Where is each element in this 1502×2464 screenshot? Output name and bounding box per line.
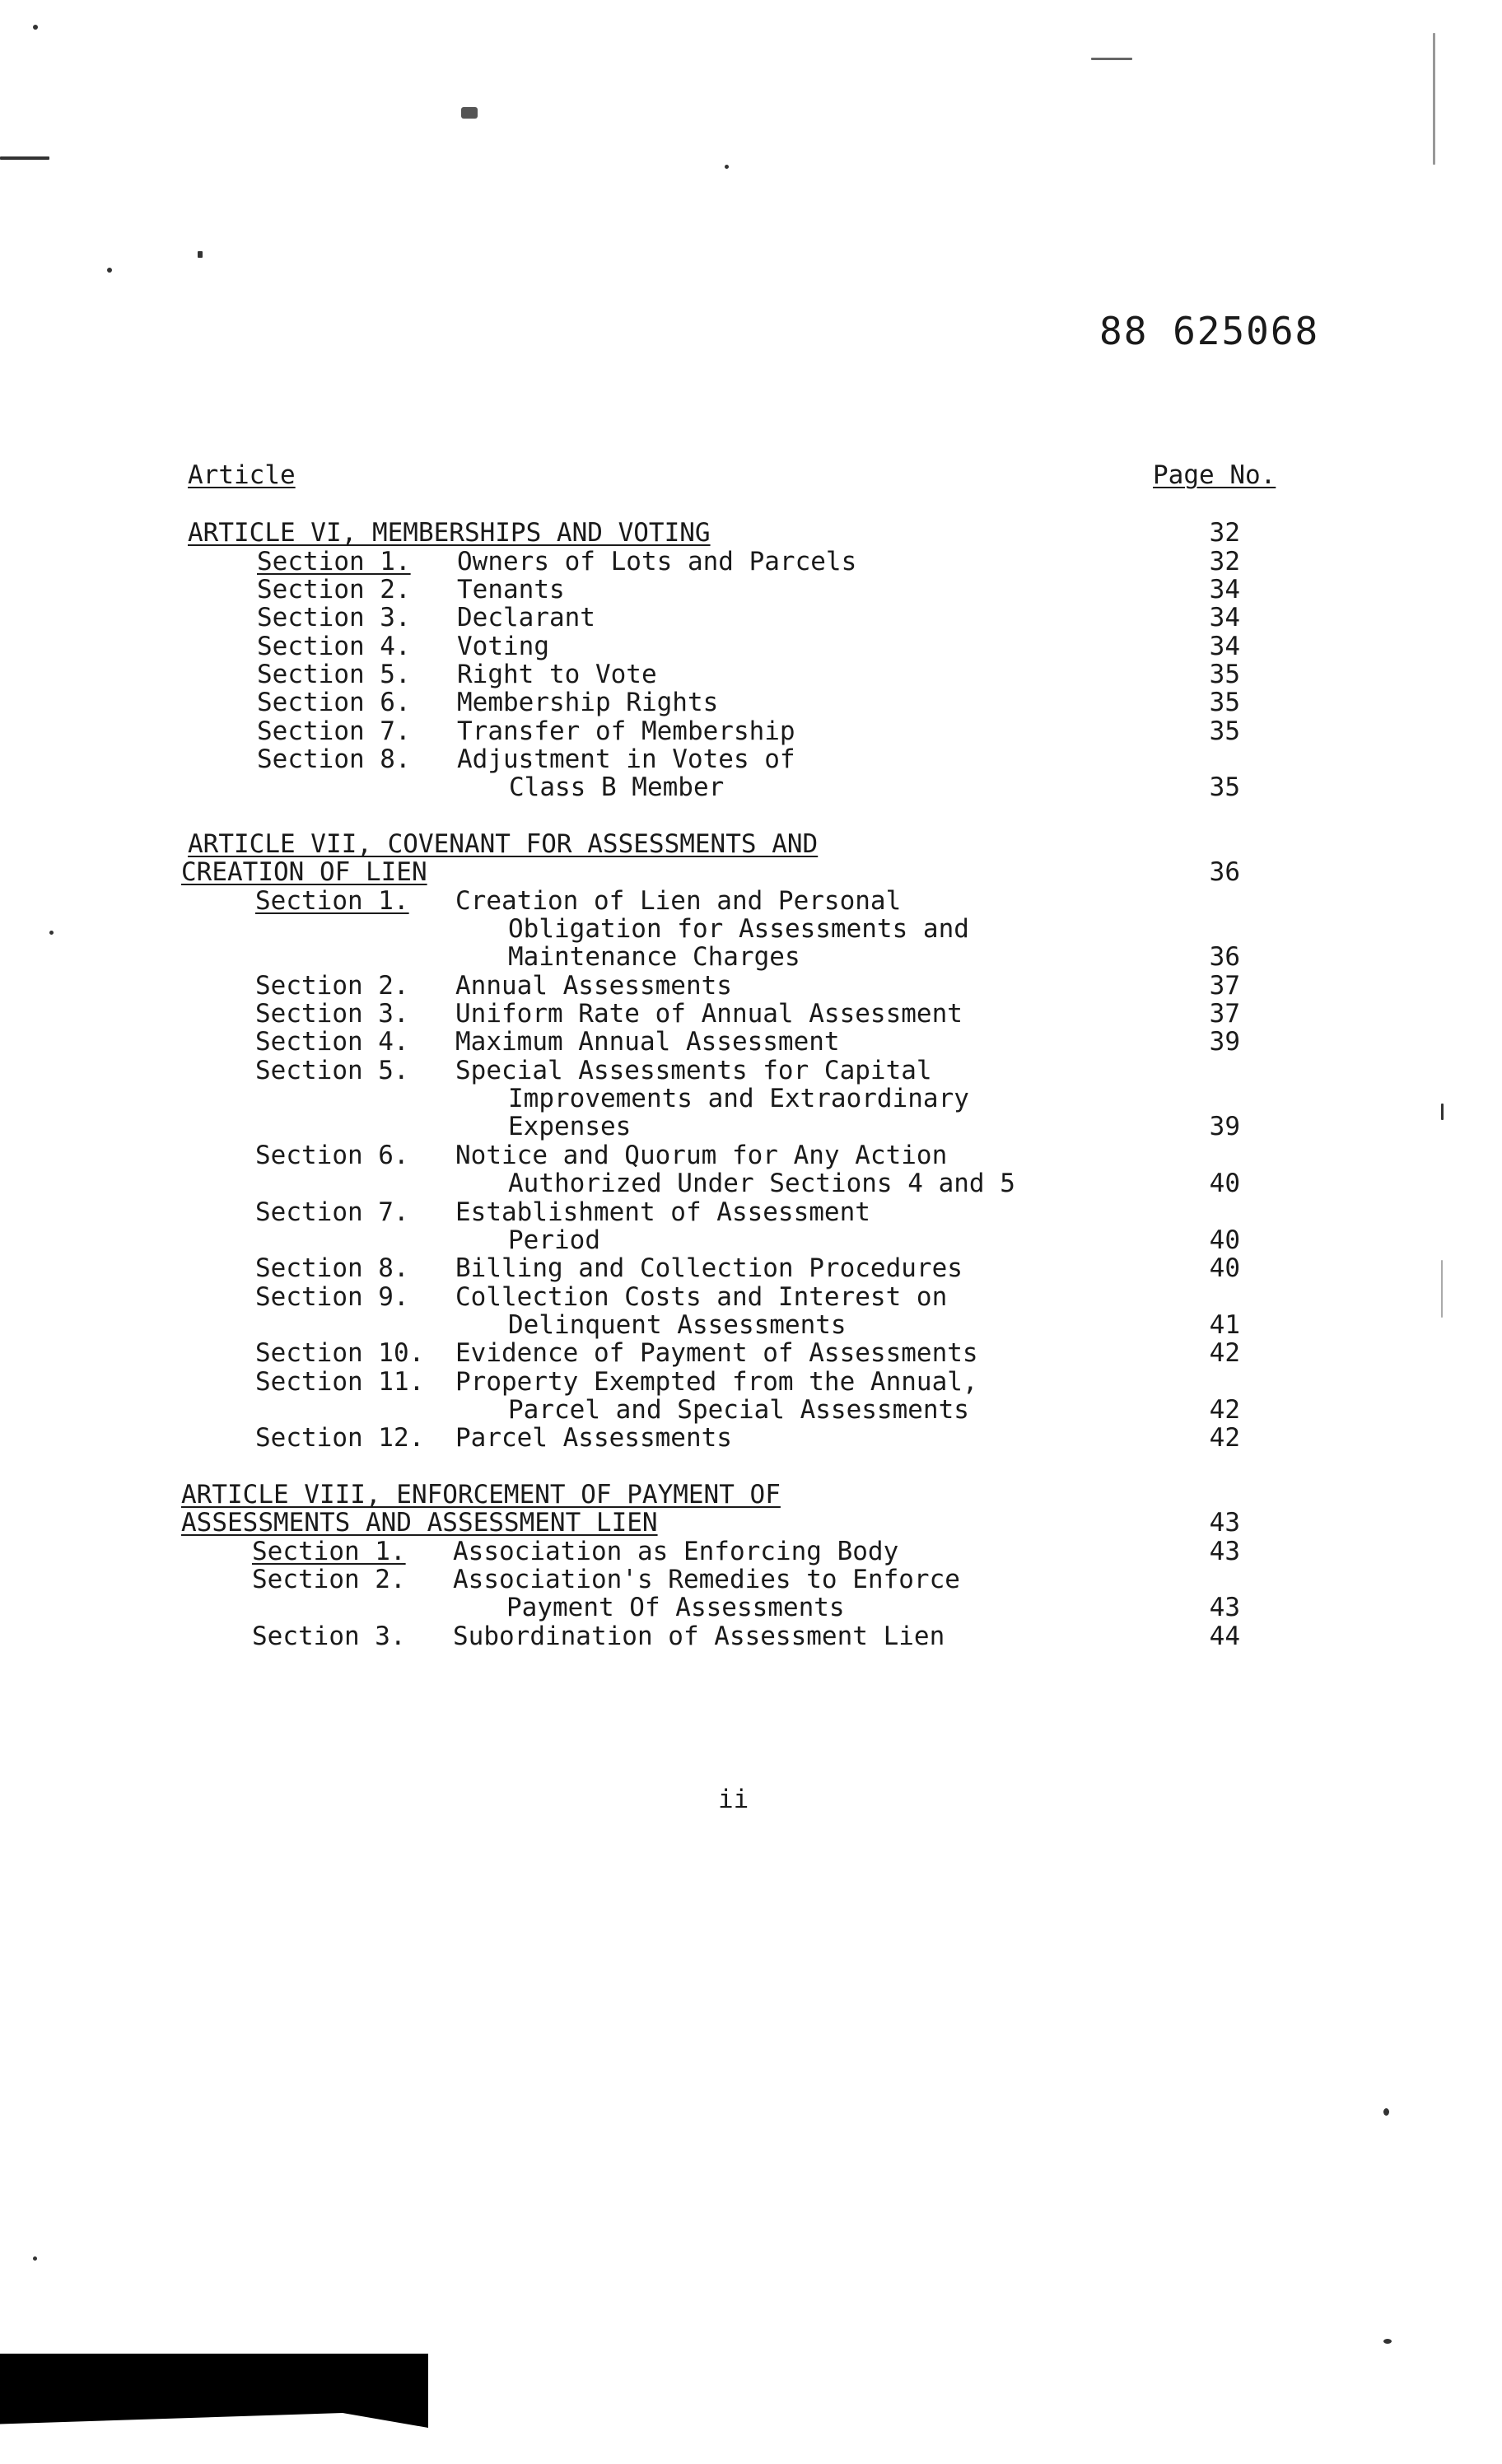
section-number: Section 8. [257, 744, 411, 774]
page-ref: 40 [1209, 1225, 1240, 1255]
page-ref: 37 [1209, 999, 1240, 1029]
section-number: Section 6. [257, 688, 411, 717]
section-title: Creation of Lien and Personal [455, 886, 902, 916]
section-number: Section 12. [255, 1423, 425, 1453]
section-number: Section 2. [255, 971, 409, 1001]
page-ref: 34 [1209, 632, 1240, 661]
page-ref: 37 [1209, 971, 1240, 1001]
section-title: Property Exempted from the Annual, [455, 1367, 978, 1397]
page-ref: 34 [1209, 603, 1240, 632]
section-number: Section 5. [257, 660, 411, 689]
page-ref: 36 [1209, 857, 1240, 887]
section-title: Subordination of Assessment Lien [453, 1622, 945, 1651]
section-title: Membership Rights [457, 688, 719, 717]
page-ref: 41 [1209, 1310, 1240, 1340]
page-ref: 42 [1209, 1395, 1240, 1425]
document-number: 88 625068 [1099, 309, 1320, 353]
scan-mark [198, 251, 203, 258]
page-number: ii [718, 1785, 749, 1814]
article-heading: ASSESSMENTS AND ASSESSMENT LIEN [181, 1508, 658, 1538]
section-title: Adjustment in Votes of [457, 744, 795, 774]
section-title: Special Assessments for Capital [455, 1056, 932, 1085]
scan-mark [461, 107, 478, 119]
section-number: Section 9. [255, 1282, 409, 1312]
section-number: Section 4. [257, 632, 411, 661]
page-ref: 43 [1209, 1537, 1240, 1566]
section-title: Expenses [508, 1112, 632, 1141]
section-title: Right to Vote [457, 660, 657, 689]
scan-mark [1383, 2108, 1389, 2116]
page-ref: 35 [1209, 772, 1240, 802]
page-ref: 35 [1209, 716, 1240, 746]
page-ref: 42 [1209, 1423, 1240, 1453]
section-title: Establishment of Assessment [455, 1197, 870, 1227]
section-number: Section 3. [257, 603, 411, 632]
section-title: Authorized Under Sections 4 and 5 [508, 1169, 1015, 1198]
page-ref: 39 [1209, 1112, 1240, 1141]
section-number: Section 4. [255, 1027, 409, 1057]
scan-mark [725, 165, 729, 169]
section-title: Tenants [457, 575, 565, 604]
scan-mark [1441, 1104, 1444, 1120]
section-number: Section 2. [252, 1565, 406, 1594]
scan-mark [1383, 2339, 1392, 2344]
section-number: Section 1. [257, 547, 411, 576]
page-ref: 40 [1209, 1253, 1240, 1283]
section-title: Uniform Rate of Annual Assessment [455, 999, 963, 1029]
section-number: Section 5. [255, 1056, 409, 1085]
section-title: Delinquent Assessments [508, 1310, 847, 1340]
section-title: Collection Costs and Interest on [455, 1282, 948, 1312]
scan-mark [49, 931, 54, 935]
article-heading: CREATION OF LIEN [181, 857, 427, 887]
column-header-page-no: Page No. [1153, 460, 1276, 490]
section-title: Association as Enforcing Body [453, 1537, 899, 1566]
article-heading: ARTICLE VI, MEMBERSHIPS AND VOTING [188, 518, 711, 548]
section-title: Evidence of Payment of Assessments [455, 1338, 978, 1368]
section-title: Annual Assessments [455, 971, 732, 1001]
scan-mark [1433, 33, 1435, 165]
section-number: Section 1. [255, 886, 409, 916]
section-title: Improvements and Extraordinary [508, 1084, 969, 1113]
section-title: Association's Remedies to Enforce [453, 1565, 960, 1594]
scan-mark [1091, 58, 1132, 60]
section-title: Billing and Collection Procedures [455, 1253, 963, 1283]
section-title: Notice and Quorum for Any Action [455, 1141, 948, 1170]
section-number: Section 7. [255, 1197, 409, 1227]
section-number: Section 1. [252, 1537, 406, 1566]
article-heading: ARTICLE VIII, ENFORCEMENT OF PAYMENT OF [181, 1480, 781, 1510]
section-title: Parcel and Special Assessments [508, 1395, 969, 1425]
page-ref: 35 [1209, 688, 1240, 717]
section-number: Section 3. [252, 1622, 406, 1651]
page-ref: 32 [1209, 547, 1240, 576]
page-ref: 34 [1209, 575, 1240, 604]
section-title: Maintenance Charges [508, 942, 800, 972]
section-title: Period [508, 1225, 600, 1255]
page-ref: 32 [1209, 518, 1240, 548]
article-heading: ARTICLE VII, COVENANT FOR ASSESSMENTS AND [188, 829, 819, 859]
page-ref: 35 [1209, 660, 1240, 689]
page-ref: 43 [1209, 1593, 1240, 1622]
scan-mark [107, 268, 112, 273]
section-title: Voting [457, 632, 549, 661]
section-number: Section 2. [257, 575, 411, 604]
scan-mark [1441, 1260, 1443, 1318]
section-title: Transfer of Membership [457, 716, 795, 746]
scan-mark [0, 156, 49, 160]
section-number: Section 10. [255, 1338, 425, 1368]
page-ref: 36 [1209, 942, 1240, 972]
section-number: Section 8. [255, 1253, 409, 1283]
page-ref: 39 [1209, 1027, 1240, 1057]
column-header-article: Article [188, 460, 296, 490]
section-number: Section 6. [255, 1141, 409, 1170]
section-title: Obligation for Assessments and [508, 914, 969, 944]
page-ref: 42 [1209, 1338, 1240, 1368]
scan-mark [33, 25, 38, 30]
section-number: Section 11. [255, 1367, 425, 1397]
section-number: Section 3. [255, 999, 409, 1029]
page-ref: 44 [1209, 1622, 1240, 1651]
section-title: Class B Member [509, 772, 725, 802]
page-ref: 40 [1209, 1169, 1240, 1198]
section-title: Parcel Assessments [455, 1423, 732, 1453]
page-ref: 43 [1209, 1508, 1240, 1538]
section-title: Declarant [457, 603, 595, 632]
scan-bar [0, 2354, 428, 2428]
scan-mark [33, 2256, 37, 2261]
section-number: Section 7. [257, 716, 411, 746]
section-title: Payment Of Assessments [506, 1593, 845, 1622]
section-title: Owners of Lots and Parcels [457, 547, 857, 576]
section-title: Maximum Annual Assessment [455, 1027, 840, 1057]
